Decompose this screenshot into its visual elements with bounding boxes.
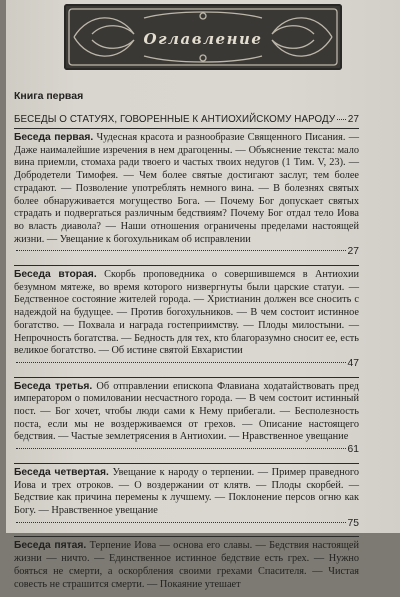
entry-page: 61 [347, 444, 359, 456]
entry-page: 27 [347, 246, 359, 258]
entry-page: 75 [347, 517, 359, 529]
entry-head: Беседа пятая. [14, 540, 87, 552]
leader-dots [16, 362, 346, 363]
toc-entry [14, 536, 359, 597]
header-banner [64, 4, 342, 70]
toc-entry [14, 463, 359, 537]
leader-dots [16, 250, 346, 251]
entry-head: Беседа вторая. [14, 269, 97, 281]
book-title: Книга первая [14, 90, 84, 102]
part-page: 27 [347, 114, 359, 125]
part-title: БЕСЕДЫ О СТАТУЯХ, ГОВОРЕННЫЕ К АНТИОХИЙСКОМУ НАРОДУ [14, 114, 336, 125]
entry-page: 47 [347, 357, 359, 369]
entry-head: Беседа первая. [14, 132, 94, 143]
leader-dots [337, 119, 346, 120]
entry-text: Увещание к народу о терпении. — Пример праведного Иова и трех отроков. — О воздержании от клятв. — Плоды скорбей. — Бедствие как причина перемены к лучшему. — Поклонение персов огню как Богу. — Нравственное увещание [14, 466, 359, 516]
entry-text: Терпение Иова — основа его славы. — Бедствия настоящей жизни — ничто. — Единственное истинное бедствие есть грех. — Нужно бояться не смерти, а оскорбления своими грехами Спасителя. — Чистая совесть не страшится смерти. — Покаяние утешает [14, 540, 360, 590]
entry-text: Об отправлении епископа Флавиана ходатайствовать пред императором о помиловании несчастного города. — В чем состоит истинный пост. — Бог хочет, чтобы люди сами к Нему прибегали. — Бесполезность поста, если мы не воздерживаемся от грехов. — Описание настоящего бедствия. — Частые землетрясения в Антиохии. — Нравственное увещание [14, 380, 360, 443]
part-entry [14, 114, 359, 128]
toc-entry [14, 377, 359, 463]
entry-text: Скорбь проповедника о совершившемся в Антиохии безумном мятеже, во время которого низвергнуты были царские статуи. — Бедственное состояние жителей города. — Христианин должен все сносить с надеждой на будущее. — Против богохульников. — В чем состоит истинное богатство. — Похвала и награда гостеприимству. — Плоды милостыни. — Непрочность богатства. — Бедность для тех, кто благоразумно сносит ее, есть великое богатство. — Об истине святой Евхаристии [14, 269, 359, 357]
leader-dots [16, 522, 346, 523]
book-page [6, 0, 400, 590]
entry-head: Беседа четвертая. [14, 466, 109, 478]
page-title: Оглавление [143, 30, 263, 48]
leader-dots [16, 448, 346, 449]
entry-head: Беседа третья. [14, 380, 93, 392]
toc-entry [14, 265, 359, 377]
toc [14, 90, 359, 597]
toc-entry [14, 128, 359, 265]
entry-text: Чудесная красота и разнообразие Священного Писания. — Даже наималейшие изречения в нем драгоценны. — Объяснение текста: мало вина приемли, стомаха ради твоего и частых твоих недугов (1 Тим. V, 23). — Добродетели Тимофея. — Чем более святые достигают заслуг, тем более страдают. — Позволение употреблять немного вина. — В болезнях святых более обнаруживается могущество Бога. — Почему Бог допускает святых страдать и подвергаться различным бедствиям? Почему Бог отдал тело Иова во власть диавола? — Наши отношения ограничены пределами настоящей жизни. — Увещание к богохульникам об исправлении [14, 132, 359, 245]
